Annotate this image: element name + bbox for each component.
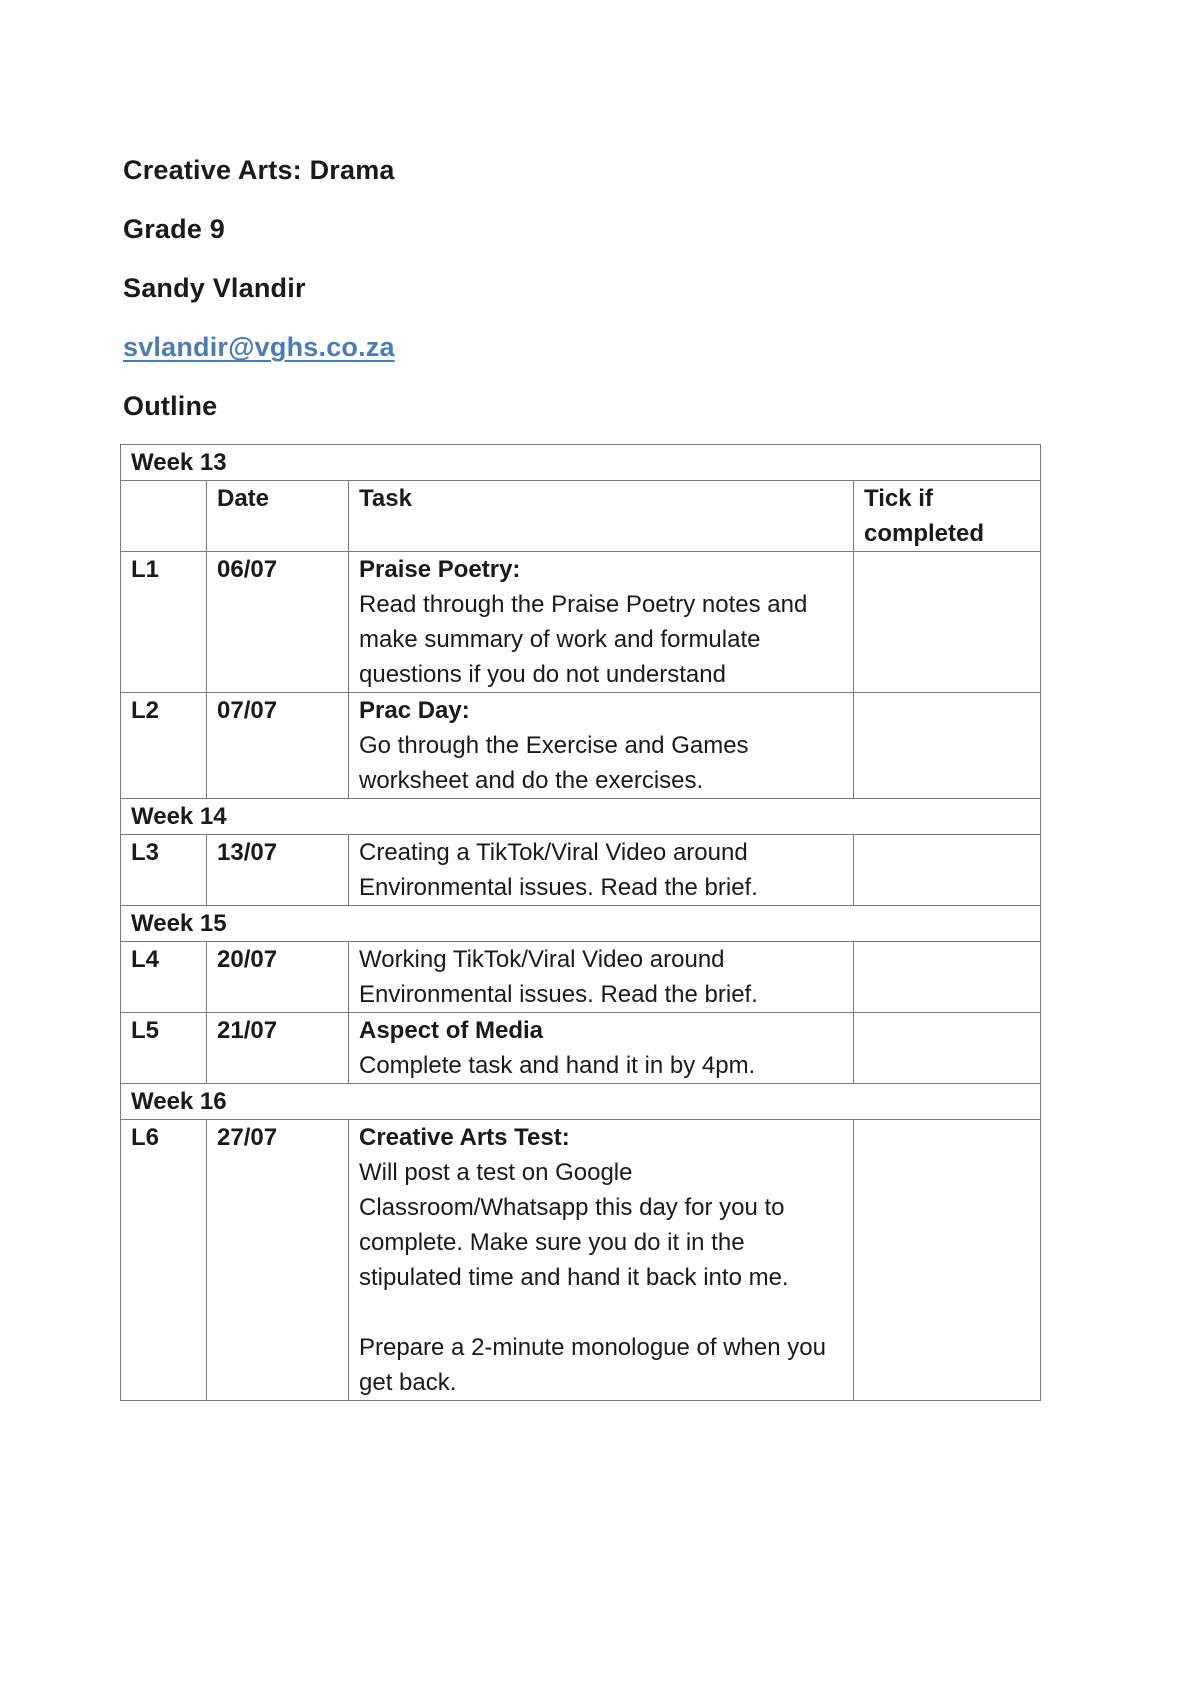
table-row xyxy=(121,552,1041,693)
task-cell xyxy=(349,693,854,799)
week-label: Week 16 xyxy=(121,1084,1041,1120)
date-cell: 13/07 xyxy=(207,835,349,906)
date-cell: 07/07 xyxy=(207,693,349,799)
week-label: Week 14 xyxy=(121,799,1041,835)
task-title: Aspect of Media xyxy=(359,1017,544,1044)
task-title: Praise Poetry: xyxy=(359,556,521,583)
task-column-header: Task xyxy=(349,481,854,552)
tick-column-header: Tick if completed xyxy=(854,481,1041,552)
tick-cell[interactable] xyxy=(854,835,1041,906)
date-column-header: Date xyxy=(207,481,349,552)
course-title: Creative Arts: Drama xyxy=(123,155,395,185)
grade-label: Grade 9 xyxy=(123,214,225,244)
tick-cell[interactable] xyxy=(854,552,1041,693)
task-text-secondary: Prepare a 2-minute monologue of when you get back. xyxy=(359,1334,826,1396)
lesson-cell: L3 xyxy=(121,835,207,906)
column-header-row xyxy=(121,481,1041,552)
table-row xyxy=(121,942,1041,1013)
task-text: Complete task and hand it in by 4pm. xyxy=(359,1052,756,1079)
week-row xyxy=(121,1084,1041,1120)
week-label: Week 13 xyxy=(121,445,1041,481)
task-cell xyxy=(349,1013,854,1084)
outline-heading: Outline xyxy=(123,391,218,421)
task-cell xyxy=(349,1120,854,1401)
task-title: Prac Day: xyxy=(359,697,470,724)
table-row xyxy=(121,1013,1041,1084)
task-title: Creative Arts Test: xyxy=(359,1124,570,1151)
paragraph-spacer xyxy=(359,1295,843,1330)
task-text: Working TikTok/Viral Video around Environmental issues. Read the brief. xyxy=(359,946,758,1008)
lesson-column-header xyxy=(121,481,207,552)
task-cell xyxy=(349,835,854,906)
date-cell: 21/07 xyxy=(207,1013,349,1084)
week-row xyxy=(121,906,1041,942)
task-text: Go through the Exercise and Games worksheet and do the exercises. xyxy=(359,732,749,794)
task-cell xyxy=(349,552,854,693)
date-cell: 20/07 xyxy=(207,942,349,1013)
teacher-email-link[interactable]: svlandir@vghs.co.za xyxy=(123,332,395,362)
lesson-cell: L6 xyxy=(121,1120,207,1401)
tick-cell[interactable] xyxy=(854,942,1041,1013)
task-text: Will post a test on Google Classroom/Whatsapp this day for you to complete. Make sure you do it in the stipulated time and hand it back into me. xyxy=(359,1159,789,1291)
tick-cell[interactable] xyxy=(854,693,1041,799)
table-row xyxy=(121,693,1041,799)
task-text: Read through the Praise Poetry notes and make summary of work and formulate questions if you do not understand xyxy=(359,591,808,688)
task-text: Creating a TikTok/Viral Video around Environmental issues. Read the brief. xyxy=(359,839,758,901)
lesson-cell: L4 xyxy=(121,942,207,1013)
tick-cell[interactable] xyxy=(854,1013,1041,1084)
tick-cell[interactable] xyxy=(854,1120,1041,1401)
date-cell: 27/07 xyxy=(207,1120,349,1401)
date-cell: 06/07 xyxy=(207,552,349,693)
table-row xyxy=(121,835,1041,906)
lesson-cell: L1 xyxy=(121,552,207,693)
lesson-outline-table xyxy=(120,444,1041,1401)
week-row xyxy=(121,799,1041,835)
teacher-name: Sandy Vlandir xyxy=(123,273,306,303)
table-row xyxy=(121,1120,1041,1401)
week-label: Week 15 xyxy=(121,906,1041,942)
lesson-cell: L5 xyxy=(121,1013,207,1084)
task-cell xyxy=(349,942,854,1013)
week-row xyxy=(121,445,1041,481)
lesson-cell: L2 xyxy=(121,693,207,799)
